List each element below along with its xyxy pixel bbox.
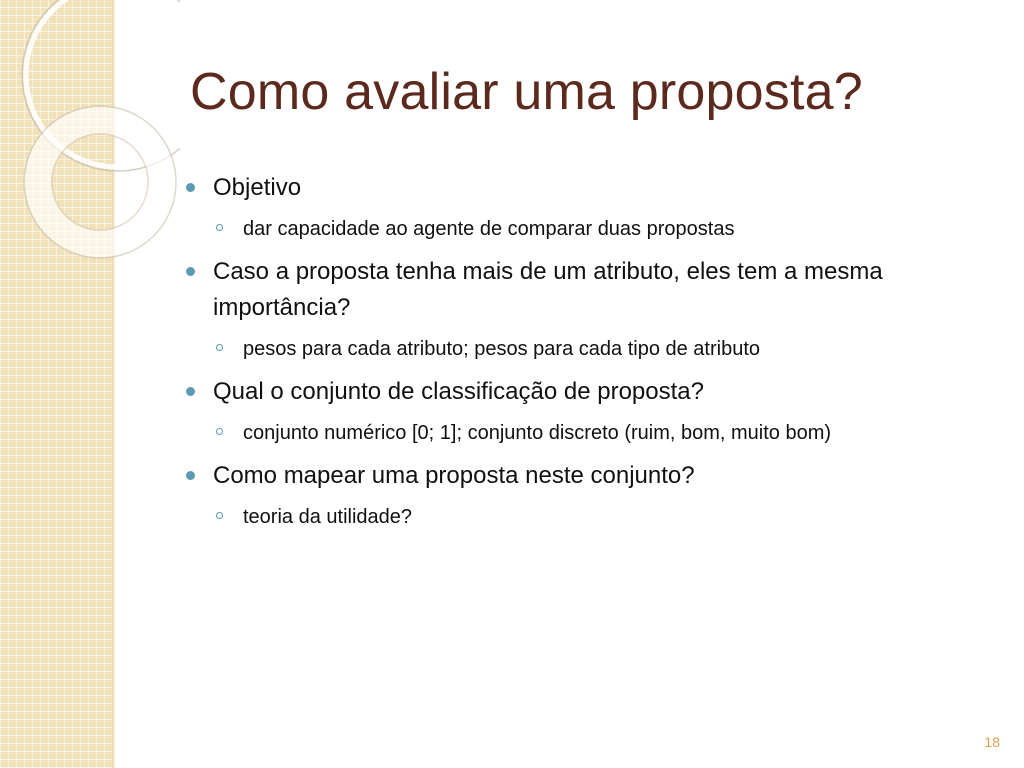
sub-bullet-text: pesos para cada atributo; pesos para cada tipo de atributo xyxy=(243,338,761,360)
decorative-rings-icon xyxy=(0,0,180,280)
bullet-text: Caso a proposta tenha mais de um atributo, eles tem a mesma importância? xyxy=(213,258,883,321)
sub-bullet-text: teoria da utilidade? xyxy=(243,506,413,528)
bullet-item xyxy=(186,170,986,206)
bullet-list xyxy=(186,170,986,542)
bullet-text: Objetivo xyxy=(213,174,302,201)
sub-bullet-item xyxy=(243,212,986,246)
bullet-dot-icon xyxy=(186,471,195,480)
bullet-item xyxy=(186,458,986,494)
sub-bullet-text: dar capacidade ao agente de comparar duas propostas xyxy=(243,218,735,240)
slide-title: Como avaliar uma proposta? xyxy=(190,63,863,121)
sub-bullet-item xyxy=(243,332,986,366)
sub-bullet-ring-icon xyxy=(216,344,223,351)
sub-bullet-text: conjunto numérico [0; 1]; conjunto discreto (ruim, bom, muito bom) xyxy=(243,422,832,444)
sub-bullet-ring-icon xyxy=(216,428,223,435)
bullet-dot-icon xyxy=(186,387,195,396)
bullet-text: Qual o conjunto de classificação de proposta? xyxy=(213,378,704,405)
bullet-text: Como mapear uma proposta neste conjunto? xyxy=(213,462,695,489)
bullet-item xyxy=(186,254,986,326)
bullet-dot-icon xyxy=(186,183,195,192)
sub-bullet-item xyxy=(243,416,986,450)
sub-bullet-ring-icon xyxy=(216,512,223,519)
bullet-dot-icon xyxy=(186,267,195,276)
sub-bullet-item xyxy=(243,500,986,534)
bullet-item xyxy=(186,374,986,410)
page-number: 18 xyxy=(984,734,1000,750)
sub-bullet-ring-icon xyxy=(216,224,223,231)
